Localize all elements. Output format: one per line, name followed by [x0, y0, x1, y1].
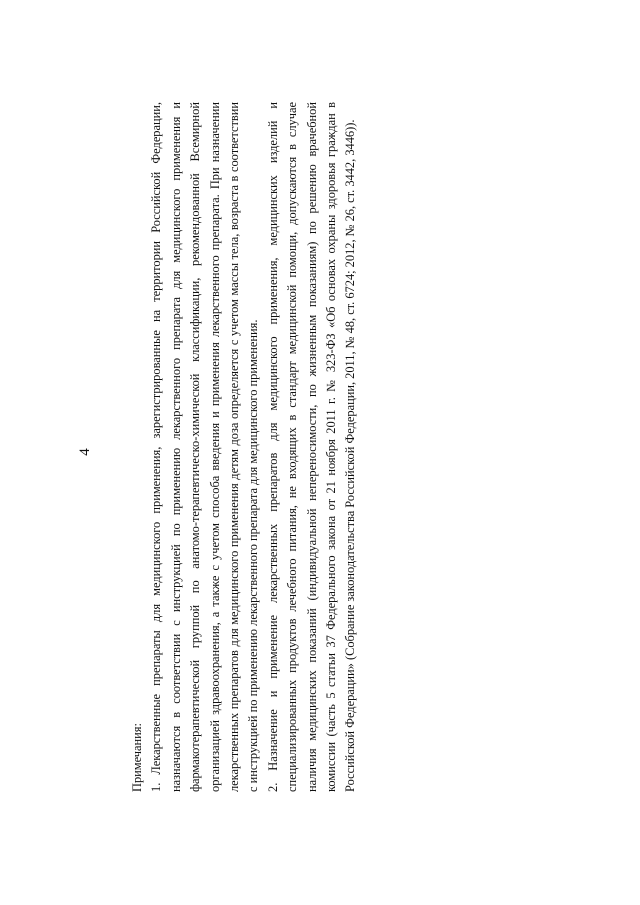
- page-number: 4: [77, 448, 93, 456]
- note-item-2: 2. Назначение и применение лекарственных препаратов для медицинского применения, медицинских изделий и специализированных продуктов лечебного питания, не входящих в стандарт медицинской помощи, допускаются в случае наличия медицинских показаний (индивидуальной непереносимости, по жизненным показаниям) по решению врачебной комиссии (часть 5 статьи 37 Федерального закона от 21 ноября 2011 г. № 323-ФЗ «Об основах охраны здоровья граждан в Российской Федерации» (Собрание законодательства Российской Федерации, 2011, № 48, ст. 6724; 2012, № 26, ст. 3442, 3446)).: [265, 102, 358, 792]
- note-item-1: 1. Лекарственные препараты для медицинского применения, зарегистрированные на территории Российской Федерации, назначаются в соответствии с инструкцией по применению лекарственного препарата для медицинского применения и фармакотерапевтической группой по анатомо-терапевтическо-химической классификации, рекомендованной Всемирной организацией здравоохранения, а также с учетом способа введения и применения лекарственного препарата. При назначении лекарственных препаратов для медицинского применения детям доза определяется с учетом массы тела, возраста в соответствии с инструкцией по применению лекарственного препарата для медицинского применения.: [149, 102, 261, 792]
- notes-title: Примечания:: [130, 723, 144, 792]
- notes-section: [128, 102, 361, 792]
- rotated-content: [40, 72, 600, 832]
